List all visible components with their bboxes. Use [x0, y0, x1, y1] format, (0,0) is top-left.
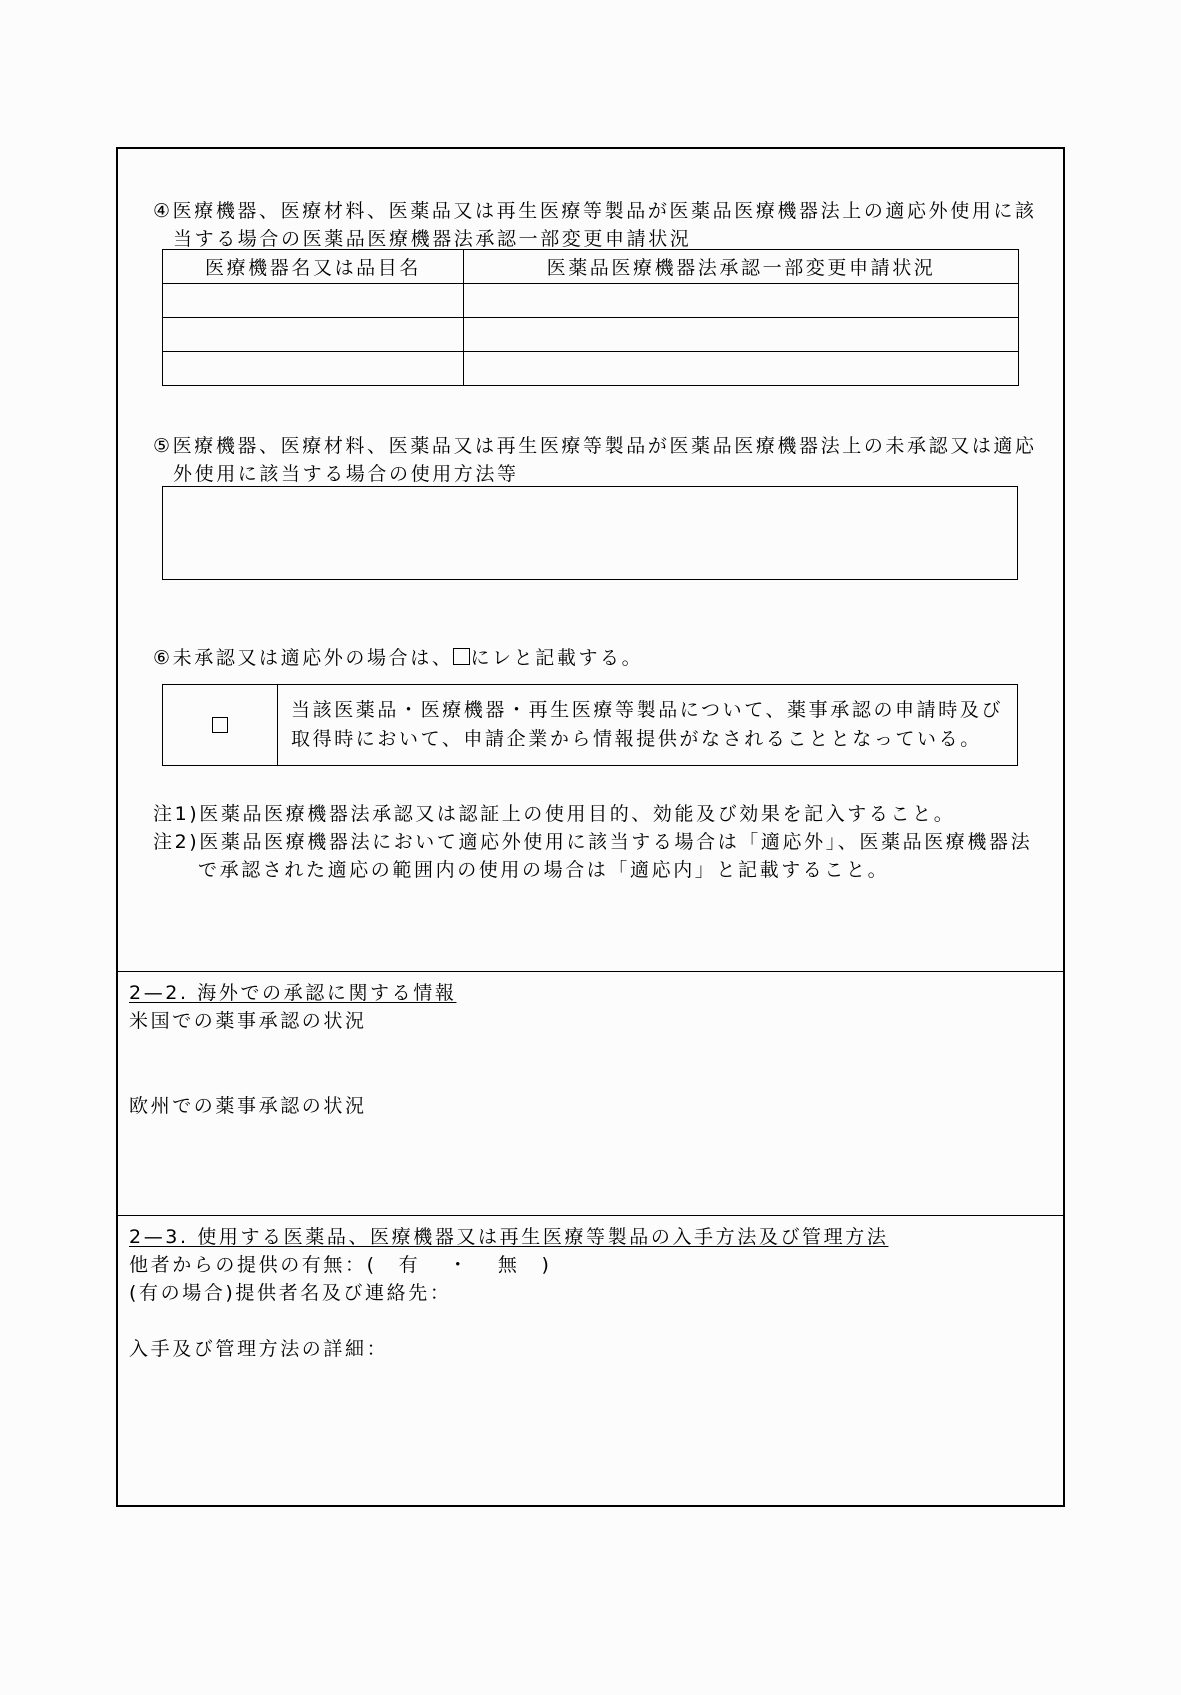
provision-label: 他者からの提供の有無：( — [129, 1254, 377, 1276]
device-name-cell[interactable] — [163, 318, 464, 352]
form-page — [116, 147, 1065, 1507]
table-header-application-status: 医薬品医療機器法承認一部変更申請状況 — [464, 250, 1019, 284]
table-row — [163, 284, 1019, 318]
section6-heading-suffix: にレと記載する。 — [470, 647, 644, 669]
provision-option-no[interactable]: 無 — [497, 1254, 520, 1276]
provision-close: ) — [541, 1254, 552, 1276]
note-2-line1: 注2)医薬品医療機器法において適応外使用に該当する場合は「適応外」、医薬品医療機器法 — [153, 831, 1033, 853]
section4-heading-line2: 当する場合の医薬品医療機器法承認一部変更申請状況 — [173, 228, 692, 250]
details-row — [129, 1335, 388, 1363]
section-divider — [118, 1215, 1063, 1216]
table-header-device-name: 医療機器名又は品目名 — [163, 250, 464, 284]
section-divider — [118, 971, 1063, 972]
confirmation-checkbox[interactable] — [163, 685, 278, 765]
section6-confirmation-box — [162, 684, 1018, 766]
application-status-cell[interactable] — [464, 318, 1019, 352]
confirmation-statement-line1: 当該医薬品・医療機器・再生医療等製品について、薬事承認の申請時及び — [291, 699, 1004, 721]
us-approval-value[interactable] — [129, 1035, 1029, 1085]
application-status-cell[interactable] — [464, 284, 1019, 318]
section6-heading — [153, 644, 643, 672]
details-value[interactable] — [129, 1365, 1049, 1485]
application-status-cell[interactable] — [464, 352, 1019, 386]
confirmation-statement-line2: 取得時において、申請企業から情報提供がなされることとなっている。 — [291, 728, 982, 750]
note-2-line2: で承認された適応の範囲内の使用の場合は「適応内」と記載すること。 — [198, 859, 890, 881]
provider-row — [129, 1279, 951, 1307]
section6-heading-prefix: ⑥未承認又は適応外の場合は、 — [153, 647, 454, 669]
checkbox-icon — [453, 648, 470, 665]
provision-option-yes[interactable]: 有 — [398, 1254, 421, 1276]
details-label: 入手及び管理方法の詳細： — [129, 1338, 389, 1360]
note-1: 注1)医薬品医療機器法承認又は認証上の使用目的、効能及び効果を記入すること。 — [153, 803, 956, 825]
table-row — [163, 352, 1019, 386]
device-name-cell[interactable] — [163, 352, 464, 386]
us-approval-label: 米国での薬事承認の状況 — [129, 1010, 367, 1032]
section5-heading-line2: 外使用に該当する場合の使用方法等 — [173, 463, 519, 485]
provider-label: (有の場合)提供者名及び連絡先： — [129, 1282, 452, 1304]
table-row — [163, 318, 1019, 352]
usage-method-field[interactable] — [162, 486, 1018, 580]
device-name-cell[interactable] — [163, 284, 464, 318]
provision-row — [129, 1251, 551, 1279]
section4-table — [162, 249, 1019, 386]
eu-approval-value[interactable] — [129, 1120, 1029, 1180]
eu-approval-label: 欧州での薬事承認の状況 — [129, 1095, 367, 1117]
section4-heading-line1: ④医療機器、医療材料、医薬品又は再生医療等製品が医薬品医療機器法上の適応外使用に該 — [153, 200, 1037, 222]
section5-heading-line1: ⑤医療機器、医療材料、医薬品又は再生医療等製品が医薬品医療機器法上の未承認又は適応 — [153, 435, 1037, 457]
section2-2-title: 2—2. 海外での承認に関する情報 — [129, 982, 457, 1004]
checkbox-icon — [212, 717, 228, 733]
provision-separator: ・ — [448, 1254, 470, 1276]
section2-3-title: 2—3. 使用する医薬品、医療機器又は再生医療等製品の入手方法及び管理方法 — [129, 1226, 889, 1248]
